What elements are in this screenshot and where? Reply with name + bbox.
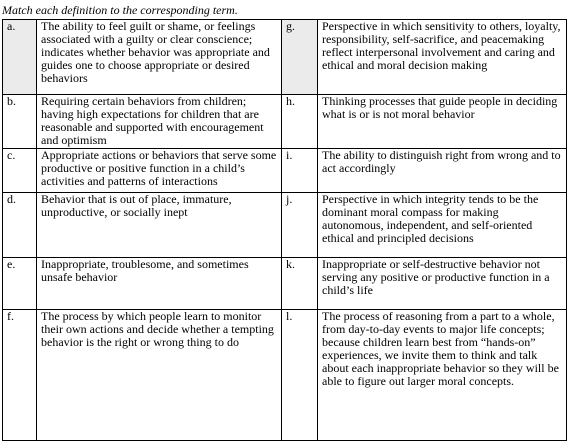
- definition-letter: a.: [3, 20, 37, 95]
- table-row: [3, 310, 567, 441]
- term-letter: j.: [282, 193, 318, 258]
- term-text: Perspective in which integrity tends to be the dominant moral compass for making autonomous, independent, and self-oriented ethical and principled decisions: [318, 193, 567, 258]
- definition-letter: d.: [3, 193, 37, 258]
- definition-letter: b.: [3, 95, 37, 149]
- definition-text: Behavior that is out of place, immature, unproductive, or socially inept: [37, 193, 282, 258]
- term-text: The ability to distinguish right from wrong and to act accordingly: [318, 149, 567, 193]
- term-letter: h.: [282, 95, 318, 149]
- definition-text: The process by which people learn to monitor their own actions and decide whether a tempting behavior is the right or wrong thing to do: [37, 310, 282, 441]
- definition-text: Requiring certain behaviors from children; having high expectations for children that are reasonable and supported with encouragement and optimism: [37, 95, 282, 149]
- definition-letter: e.: [3, 258, 37, 310]
- table-row: [3, 149, 567, 193]
- definition-letter: c.: [3, 149, 37, 193]
- definition-text: The ability to feel guilt or shame, or feelings associated with a guilty or clear conscience; indicates whether behavior was appropriate and guides one to choose appropriate or desired behaviors: [37, 20, 282, 95]
- table-row: [3, 193, 567, 258]
- definition-letter: f.: [3, 310, 37, 441]
- term-letter: l.: [282, 310, 318, 441]
- matching-table: [2, 19, 567, 441]
- term-letter: g.: [282, 20, 318, 95]
- instructions-text: Match each definition to the corresponding term.: [2, 3, 238, 17]
- term-text: Inappropriate or self-destructive behavior not serving any positive or productive function in a child’s life: [318, 258, 567, 310]
- term-text: Thinking processes that guide people in deciding what is or is not moral behavior: [318, 95, 567, 149]
- definition-text: Appropriate actions or behaviors that serve some productive or positive function in a child’s activities and patterns of interactions: [37, 149, 282, 193]
- table-row: [3, 95, 567, 149]
- table-row: [3, 258, 567, 310]
- term-letter: i.: [282, 149, 318, 193]
- term-text: The process of reasoning from a part to a whole, from day-to-day events to major life concepts; because children learn best from “hands-on” experiences, we invite them to think and talk about each inappropriate behavior so they will be able to figure out larger moral concepts.: [318, 310, 567, 441]
- definition-text: Inappropriate, troublesome, and sometimes unsafe behavior: [37, 258, 282, 310]
- term-text: Perspective in which sensitivity to others, loyalty, responsibility, self-sacrifice, and peacemaking reflect interpersonal involvement and caring and ethical and moral decision making: [318, 20, 567, 95]
- table-row: [3, 20, 567, 95]
- term-letter: k.: [282, 258, 318, 310]
